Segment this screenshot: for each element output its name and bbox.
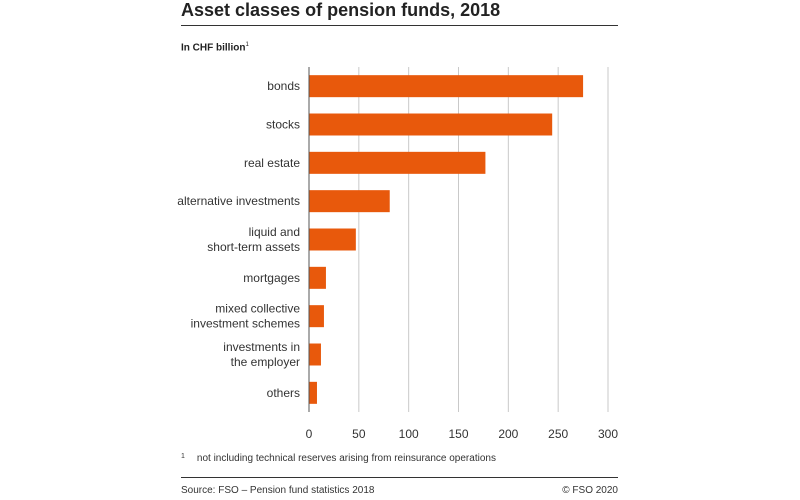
bar-mortgages [309,267,326,289]
x-tick-label-200: 200 [498,427,519,441]
bar-real-estate [309,152,485,174]
category-label: mortgages [243,270,300,285]
bar-liquid-and-short-term-assets [309,229,356,251]
bar-stocks [309,114,552,136]
footnote-text: not including technical reserves arising from reinsurance operations [196,453,496,464]
category-label: stocks [265,117,300,132]
x-tick-label-100: 100 [398,427,419,441]
category-label: mixed collective [215,301,300,316]
x-tick-label-250: 250 [548,427,569,441]
x-tick-label-0: 0 [305,427,313,441]
bar-others [309,382,317,404]
category-label: alternative investments [177,194,300,209]
category-label: investment schemes [190,316,300,331]
bar-alternative-investments [309,190,390,212]
source-note: Source: FSO – Pension fund statistics 2018 [181,485,375,496]
x-tick-label-300: 300 [597,427,619,441]
footnote-mark: 1 [181,453,185,460]
x-tick-label-150: 150 [448,427,469,441]
x-tick-label-50: 50 [352,427,366,441]
bar-investments-in-the-employer [309,344,321,366]
subtitle-text: In CHF billion [181,42,246,54]
footnote [181,453,496,464]
category-label: the employer [230,355,300,369]
footer-rule [181,477,618,478]
category-label: real estate [243,155,300,170]
category-label: liquid and [248,225,300,239]
category-label: bonds [267,79,300,94]
subtitle-footnote-mark: 1 [245,42,249,48]
bar-mixed-collective-investment-schemes [309,305,324,327]
category-label: short-term assets [207,240,300,254]
bar-bonds [309,75,583,97]
category-label: others [266,385,300,400]
category-label: investments in [223,340,300,354]
chart-title: Asset classes of pension funds, 2018 [181,0,501,20]
copyright-note: © FSO 2020 [562,485,618,496]
